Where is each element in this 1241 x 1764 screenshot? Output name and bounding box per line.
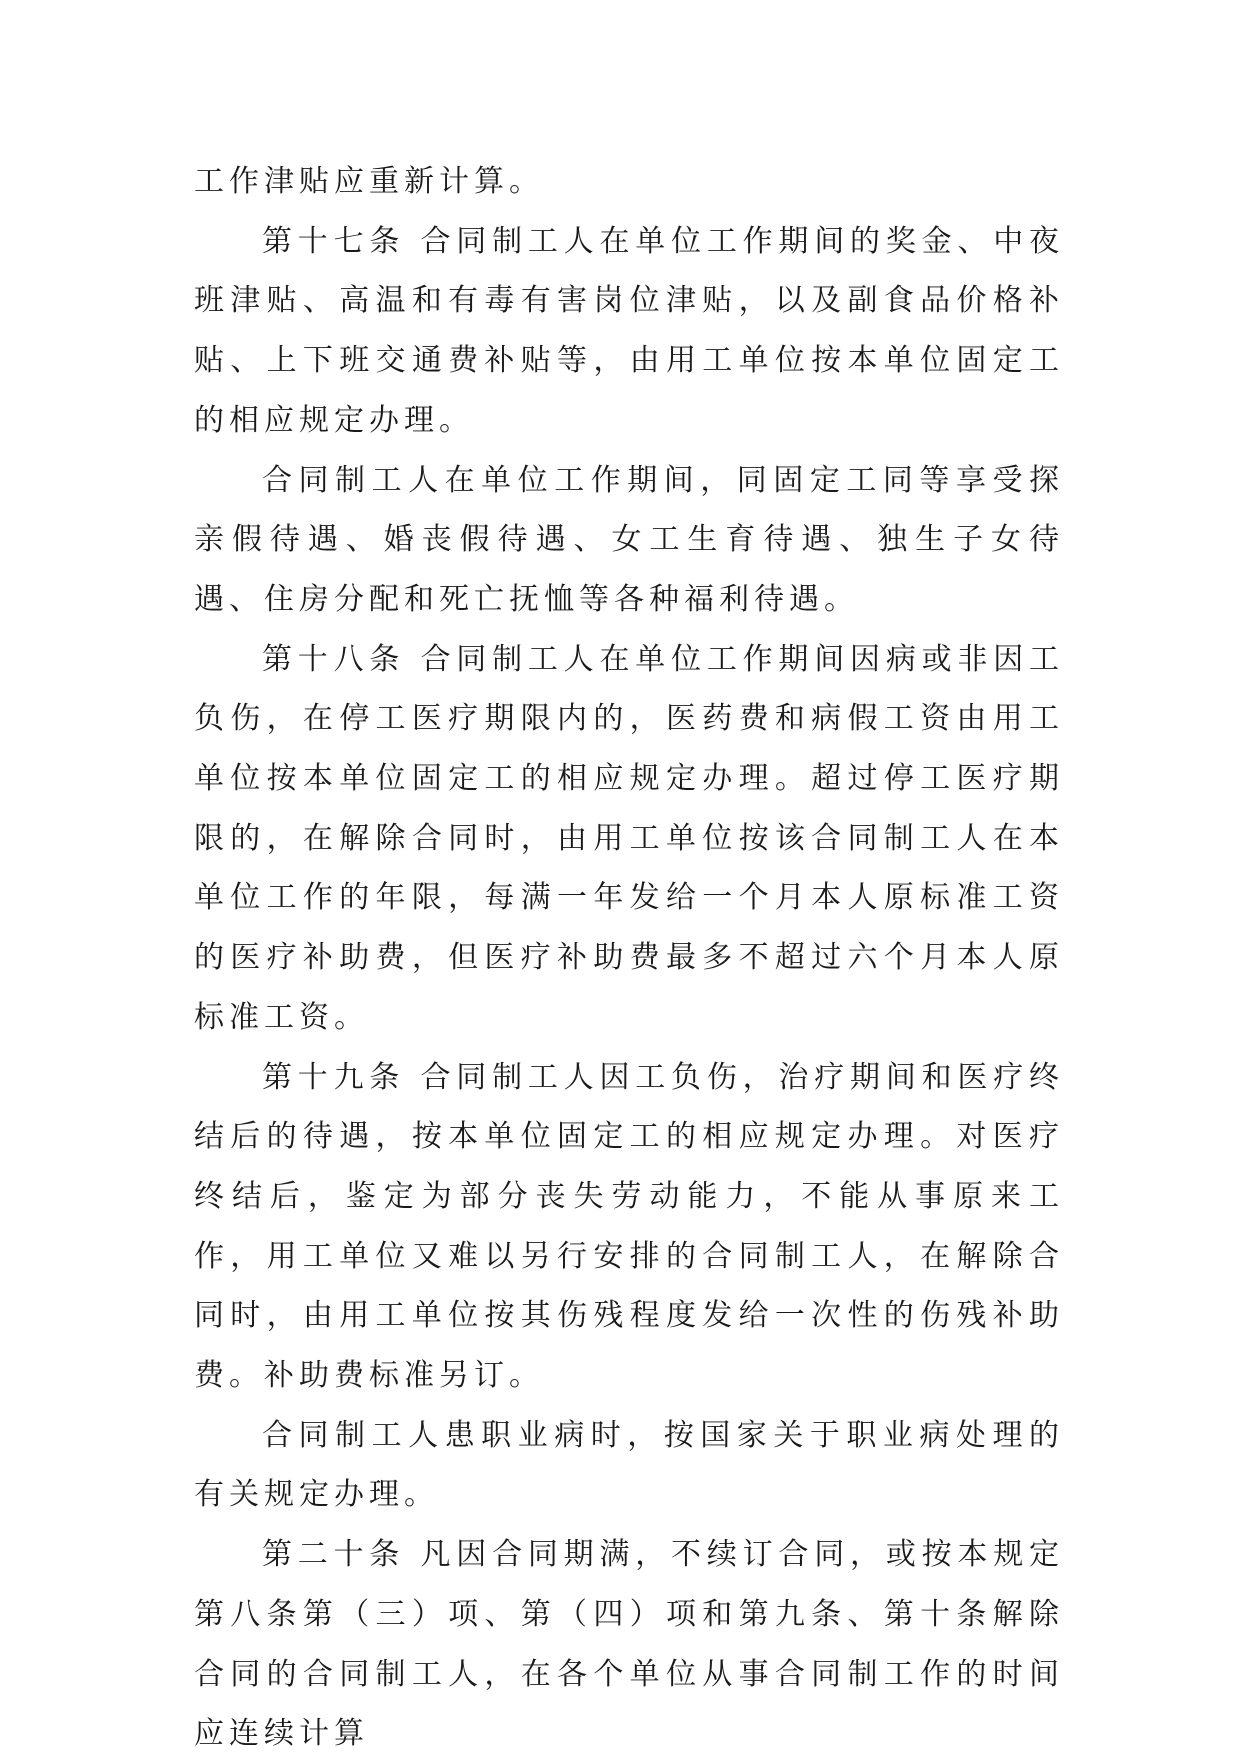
paragraph-article-20: 第二十条 凡因合同期满，不续订合同，或按本规定第八条第（三）项、第（四）项和第九条、第十条解除合同的合同制工人，在各个单位从事合同制工作的时间应连续计算 (194, 1537, 1064, 1752)
paragraph-article-18: 第十八条 合同制工人在单位工作期间因病或非因工负伤，在停工医疗期限内的，医药费和病假工资由用工单位按本单位固定工的相应规定办理。超过停工医疗期限的，在解除合同时，由用工单位按该合同制工人在本单位工作的年限，每满一年发给一个月本人原标准工资的医疗补助费，但医疗补助费最多不超过六个月本人原标准工资。 (194, 641, 1064, 1035)
paragraph-article-17: 第十七条 合同制工人在单位工作期间的奖金、中夜班津贴、高温和有毒有害岗位津贴，以及副食品价格补贴、上下班交通费补贴等，由用工单位按本单位固定工的相应规定办理。 (194, 223, 1064, 438)
paragraph: 工作津贴应重新计算。 (194, 164, 544, 199)
document-body (194, 152, 1064, 1764)
paragraph-article-19: 第十九条 合同制工人因工负伤，治疗期间和医疗终结后的待遇，按本单位固定工的相应规定办理。对医疗终结后，鉴定为部分丧失劳动能力，不能从事原来工作，用工单位又难以另行安排的合同制工人，在解除合同时，由用工单位按其伤残程度发给一次性的伤残补助费。补助费标准另订。 (194, 1059, 1064, 1394)
paragraph: 合同制工人患职业病时，按国家关于职业病处理的有关规定办理。 (194, 1417, 1064, 1513)
paragraph: 合同制工人在单位工作期间，同固定工同等享受探亲假待遇、婚丧假待遇、女工生育待遇、独生子女待遇、住房分配和死亡抚恤等各种福利待遇。 (194, 462, 1064, 617)
